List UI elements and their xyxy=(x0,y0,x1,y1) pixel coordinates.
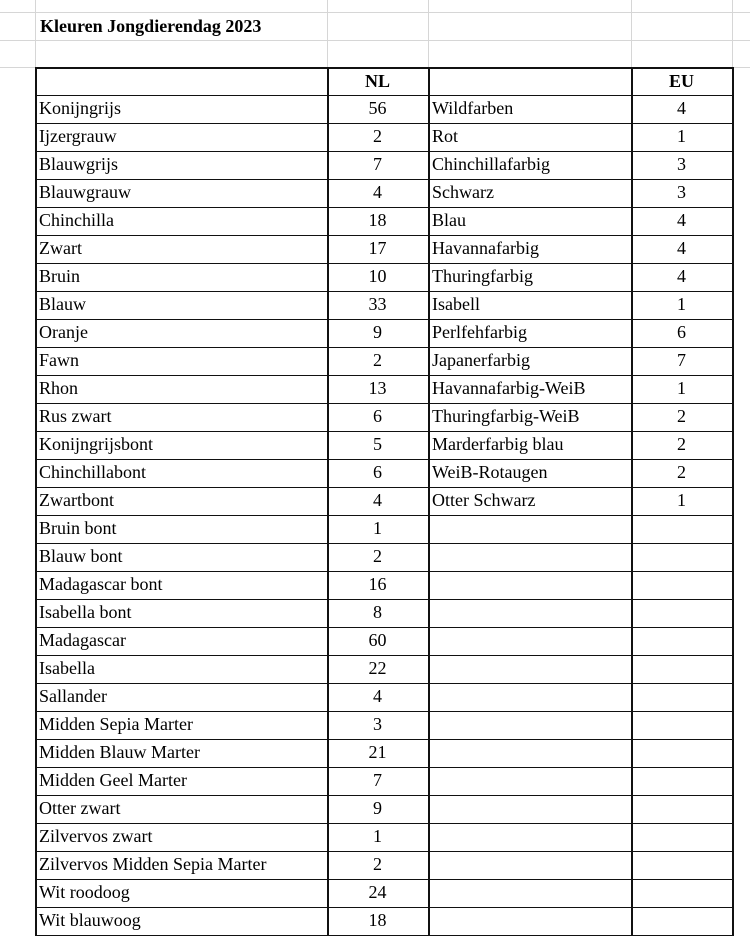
nl-color-count: 13 xyxy=(368,378,387,398)
header-eu: EU xyxy=(668,71,694,91)
eu-color-count: 2 xyxy=(677,462,686,482)
nl-color-count: 9 xyxy=(373,798,382,818)
nl-color-name: Otter zwart xyxy=(39,798,121,818)
eu-color-name: Chinchillafarbig xyxy=(432,154,550,174)
eu-color-name: Havannafarbig xyxy=(432,238,539,258)
nl-color-name: Chinchillabont xyxy=(39,462,146,482)
gridline xyxy=(0,12,750,13)
eu-color-count: 3 xyxy=(677,154,686,174)
table-border xyxy=(35,319,733,320)
nl-color-name: Zilvervos Midden Sepia Marter xyxy=(39,854,267,874)
eu-color-name: Rot xyxy=(432,126,459,146)
eu-color-name: Otter Schwarz xyxy=(432,490,536,510)
eu-color-count: 1 xyxy=(677,490,686,510)
nl-color-name: Rus zwart xyxy=(39,406,112,426)
nl-color-name: Blauwgrijs xyxy=(39,154,118,174)
table-border xyxy=(35,375,733,376)
sheet-title: Kleuren Jongdierendag 2023 xyxy=(40,16,262,36)
nl-color-name: Blauwgrauw xyxy=(39,182,131,202)
eu-color-name: Havannafarbig-WeiB xyxy=(432,378,586,398)
table-border xyxy=(35,795,733,796)
table-border xyxy=(35,347,733,348)
table-border xyxy=(35,151,733,152)
nl-color-count: 17 xyxy=(368,238,387,258)
nl-color-name: Isabella bont xyxy=(39,602,132,622)
nl-color-name: Rhon xyxy=(39,378,79,398)
nl-color-name: Isabella xyxy=(39,658,95,678)
eu-color-name: Blau xyxy=(432,210,466,230)
nl-color-count: 8 xyxy=(373,602,382,622)
table-border xyxy=(35,655,733,656)
nl-color-count: 1 xyxy=(373,826,382,846)
table-border xyxy=(35,403,733,404)
table-border xyxy=(732,67,734,936)
table-border xyxy=(35,851,733,852)
nl-color-name: Oranje xyxy=(39,322,88,342)
table-border xyxy=(35,67,733,69)
nl-color-count: 4 xyxy=(373,490,382,510)
nl-color-count: 22 xyxy=(368,658,387,678)
gridline xyxy=(732,0,733,67)
table-border xyxy=(35,459,733,460)
table-border xyxy=(35,207,733,208)
table-border xyxy=(35,823,733,824)
nl-color-count: 56 xyxy=(368,98,387,118)
table-border xyxy=(631,67,633,936)
table-border xyxy=(35,767,733,768)
eu-color-count: 2 xyxy=(677,434,686,454)
nl-color-count: 2 xyxy=(373,546,382,566)
nl-color-count: 4 xyxy=(373,182,382,202)
gridline xyxy=(35,0,36,67)
eu-color-count: 4 xyxy=(677,238,686,258)
eu-color-count: 4 xyxy=(677,266,686,286)
eu-color-count: 4 xyxy=(677,98,686,118)
nl-color-name: Blauw bont xyxy=(39,546,123,566)
nl-color-name: Madagascar xyxy=(39,630,126,650)
table-border xyxy=(35,599,733,600)
eu-color-count: 3 xyxy=(677,182,686,202)
table-border xyxy=(35,291,733,292)
nl-color-name: Madagascar bont xyxy=(39,574,163,594)
nl-color-count: 2 xyxy=(373,350,382,370)
nl-color-name: Midden Geel Marter xyxy=(39,770,187,790)
eu-color-name: Perlfehfarbig xyxy=(432,322,527,342)
header-nl: NL xyxy=(364,71,390,91)
table-border xyxy=(35,907,733,908)
nl-color-count: 1 xyxy=(373,518,382,538)
nl-color-count: 2 xyxy=(373,126,382,146)
nl-color-count: 3 xyxy=(373,714,382,734)
nl-color-name: Ijzergrauw xyxy=(39,126,117,146)
nl-color-count: 2 xyxy=(373,854,382,874)
nl-color-count: 6 xyxy=(373,406,382,426)
table-border xyxy=(35,179,733,180)
table-border xyxy=(35,543,733,544)
nl-color-name: Zwartbont xyxy=(39,490,114,510)
table-border xyxy=(35,263,733,264)
table-border xyxy=(327,67,329,936)
table-border xyxy=(35,123,733,124)
nl-color-name: Bruin bont xyxy=(39,518,117,538)
nl-color-count: 21 xyxy=(368,742,387,762)
eu-color-name: Marderfarbig blau xyxy=(432,434,564,454)
eu-color-name: Japanerfarbig xyxy=(432,350,530,370)
nl-color-count: 10 xyxy=(368,266,387,286)
nl-color-count: 5 xyxy=(373,434,382,454)
table-border xyxy=(35,571,733,572)
nl-color-name: Sallander xyxy=(39,686,107,706)
eu-color-count: 1 xyxy=(677,378,686,398)
table-border xyxy=(35,683,733,684)
table-border xyxy=(35,879,733,880)
nl-color-name: Konijngrijsbont xyxy=(39,434,154,454)
eu-color-name: Isabell xyxy=(432,294,480,314)
nl-color-name: Chinchilla xyxy=(39,210,114,230)
nl-color-count: 60 xyxy=(368,630,387,650)
table-border xyxy=(35,235,733,236)
nl-color-name: Midden Sepia Marter xyxy=(39,714,193,734)
nl-color-count: 9 xyxy=(373,322,382,342)
nl-color-count: 16 xyxy=(368,574,387,594)
table-border xyxy=(35,487,733,488)
eu-color-count: 4 xyxy=(677,210,686,230)
table-border xyxy=(35,515,733,516)
eu-color-name: Thuringfarbig-WeiB xyxy=(432,406,580,426)
eu-color-name: Schwarz xyxy=(432,182,494,202)
nl-color-count: 24 xyxy=(368,882,387,902)
eu-color-name: Wildfarben xyxy=(432,98,514,118)
eu-color-name: WeiB-Rotaugen xyxy=(432,462,548,482)
table-border xyxy=(35,627,733,628)
nl-color-name: Midden Blauw Marter xyxy=(39,742,200,762)
eu-color-count: 1 xyxy=(677,126,686,146)
gridline xyxy=(428,0,429,67)
eu-color-count: 1 xyxy=(677,294,686,314)
nl-color-name: Wit roodoog xyxy=(39,882,130,902)
table-border xyxy=(428,67,430,936)
nl-color-name: Fawn xyxy=(39,350,79,370)
eu-color-count: 7 xyxy=(677,350,686,370)
nl-color-name: Blauw xyxy=(39,294,86,314)
nl-color-count: 33 xyxy=(368,294,387,314)
gridline xyxy=(631,0,632,67)
nl-color-name: Wit blauwoog xyxy=(39,910,141,930)
table-border xyxy=(35,95,733,96)
gridline xyxy=(327,0,328,67)
eu-color-name: Thuringfarbig xyxy=(432,266,533,286)
table-border xyxy=(35,711,733,712)
nl-color-name: Zilvervos zwart xyxy=(39,826,153,846)
nl-color-name: Konijngrijs xyxy=(39,98,122,118)
table-border xyxy=(35,67,37,936)
table-border xyxy=(35,935,733,936)
nl-color-count: 18 xyxy=(368,210,387,230)
nl-color-count: 7 xyxy=(373,770,382,790)
eu-color-count: 6 xyxy=(677,322,686,342)
nl-color-count: 4 xyxy=(373,686,382,706)
nl-color-count: 7 xyxy=(373,154,382,174)
table-border xyxy=(35,431,733,432)
eu-color-count: 2 xyxy=(677,406,686,426)
nl-color-count: 18 xyxy=(368,910,387,930)
nl-color-count: 6 xyxy=(373,462,382,482)
table-border xyxy=(35,739,733,740)
nl-color-name: Zwart xyxy=(39,238,82,258)
nl-color-name: Bruin xyxy=(39,266,81,286)
gridline xyxy=(0,40,750,41)
